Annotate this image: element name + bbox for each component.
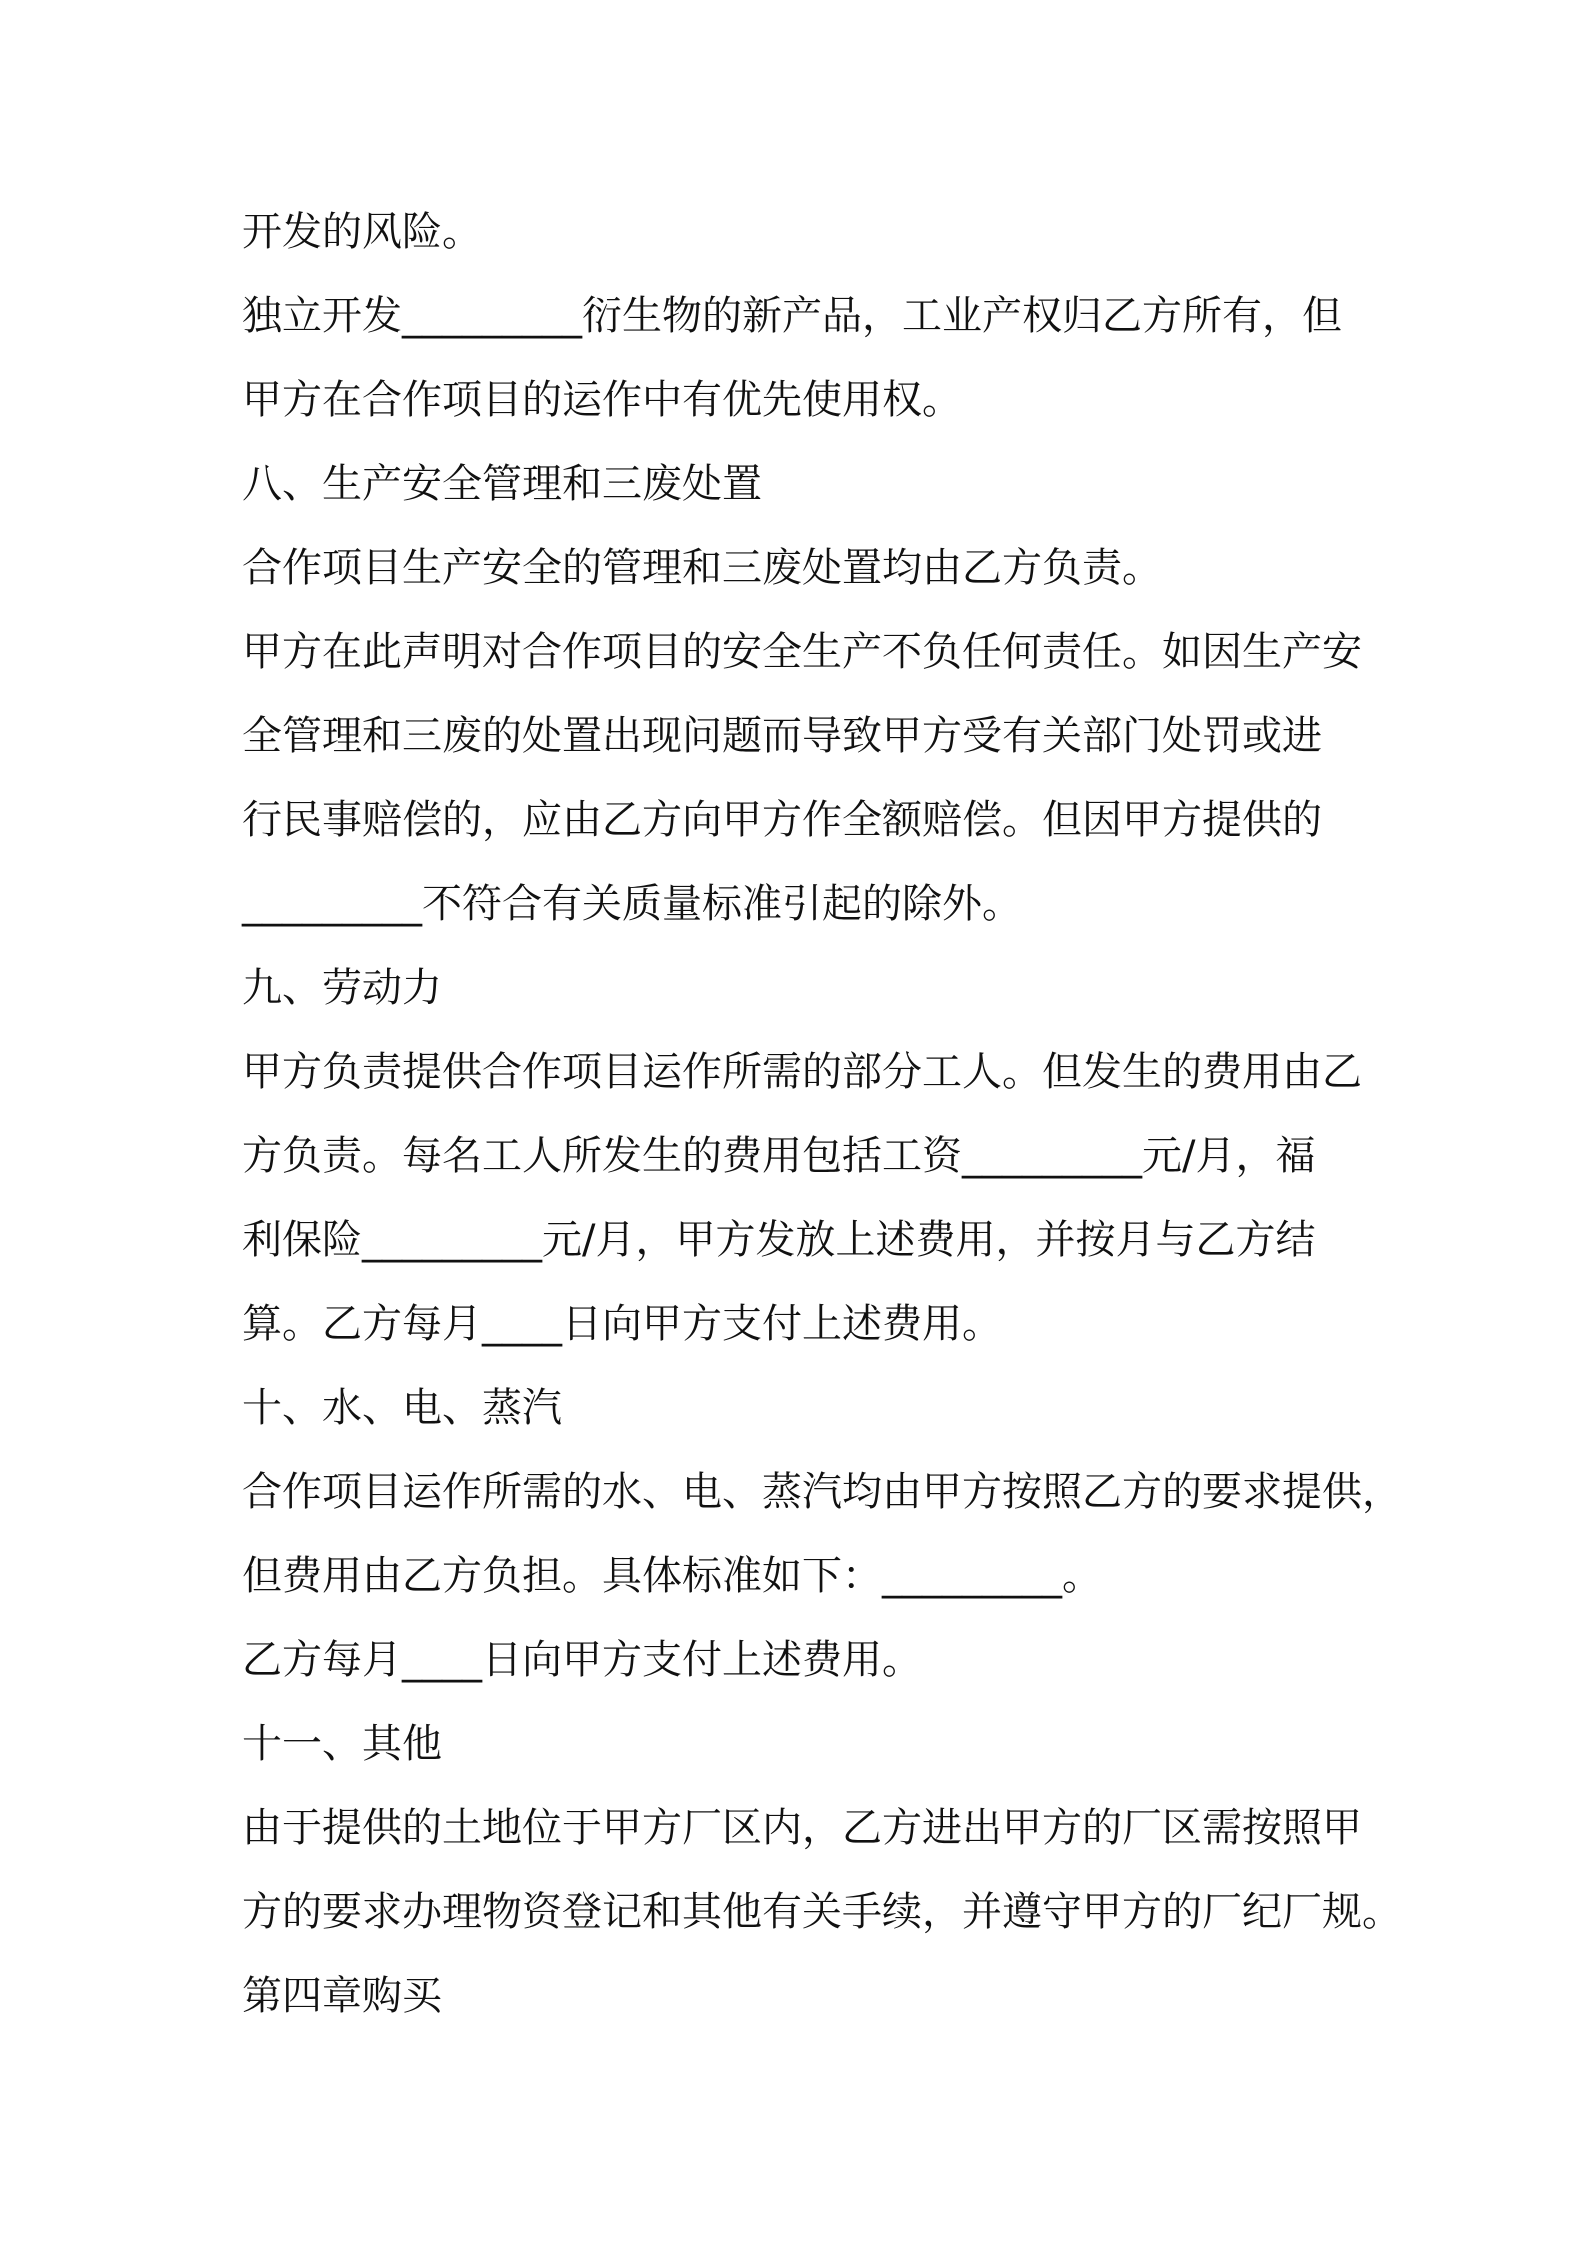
paragraph-line: 方的要求办理物资登记和其他有关手续，并遵守甲方的厂纪厂规。 bbox=[242, 1889, 1402, 1935]
paragraph-line: 算。乙方每月____日向甲方支付上述费用。 bbox=[242, 1301, 1002, 1347]
chapter-heading-4: 第四章购买 bbox=[242, 1973, 442, 2019]
paragraph-line: 开发的风险。 bbox=[242, 209, 482, 255]
paragraph-line: 方负责。每名工人所发生的费用包括工资_________元/月，福 bbox=[242, 1133, 1316, 1179]
section-heading-10: 十、水、电、蒸汽 bbox=[242, 1385, 562, 1431]
paragraph-line: 独立开发_________衍生物的新产品，工业产权归乙方所有，但 bbox=[242, 293, 1342, 339]
paragraph-line: 全管理和三废的处置出现问题而导致甲方受有关部门处罚或进 bbox=[242, 713, 1322, 759]
paragraph-line: 甲方在此声明对合作项目的安全生产不负任何责任。如因生产安 bbox=[242, 629, 1362, 675]
section-heading-11: 十一、其他 bbox=[242, 1721, 442, 1767]
paragraph-line: 行民事赔偿的，应由乙方向甲方作全额赔偿。但因甲方提供的 bbox=[242, 797, 1322, 843]
paragraph-line: 乙方每月____日向甲方支付上述费用。 bbox=[242, 1637, 922, 1683]
paragraph-line: 但费用由乙方负担。具体标准如下：_________。 bbox=[242, 1553, 1102, 1599]
section-heading-9: 九、劳动力 bbox=[242, 965, 442, 1011]
section-heading-8: 八、生产安全管理和三废处置 bbox=[242, 461, 762, 507]
paragraph-line: 利保险_________元/月，甲方发放上述费用，并按月与乙方结 bbox=[242, 1217, 1316, 1263]
paragraph-line: 合作项目生产安全的管理和三废处置均由乙方负责。 bbox=[242, 545, 1162, 591]
document-body bbox=[242, 190, 1402, 2038]
paragraph-line: 甲方在合作项目的运作中有优先使用权。 bbox=[242, 377, 962, 423]
paragraph-line: _________不符合有关质量标准引起的除外。 bbox=[242, 881, 1022, 927]
paragraph-line: 由于提供的土地位于甲方厂区内，乙方进出甲方的厂区需按照甲 bbox=[242, 1805, 1362, 1851]
paragraph-line: 甲方负责提供合作项目运作所需的部分工人。但发生的费用由乙 bbox=[242, 1049, 1362, 1095]
paragraph-line: 合作项目运作所需的水、电、蒸汽均由甲方按照乙方的要求提供， bbox=[242, 1469, 1402, 1515]
